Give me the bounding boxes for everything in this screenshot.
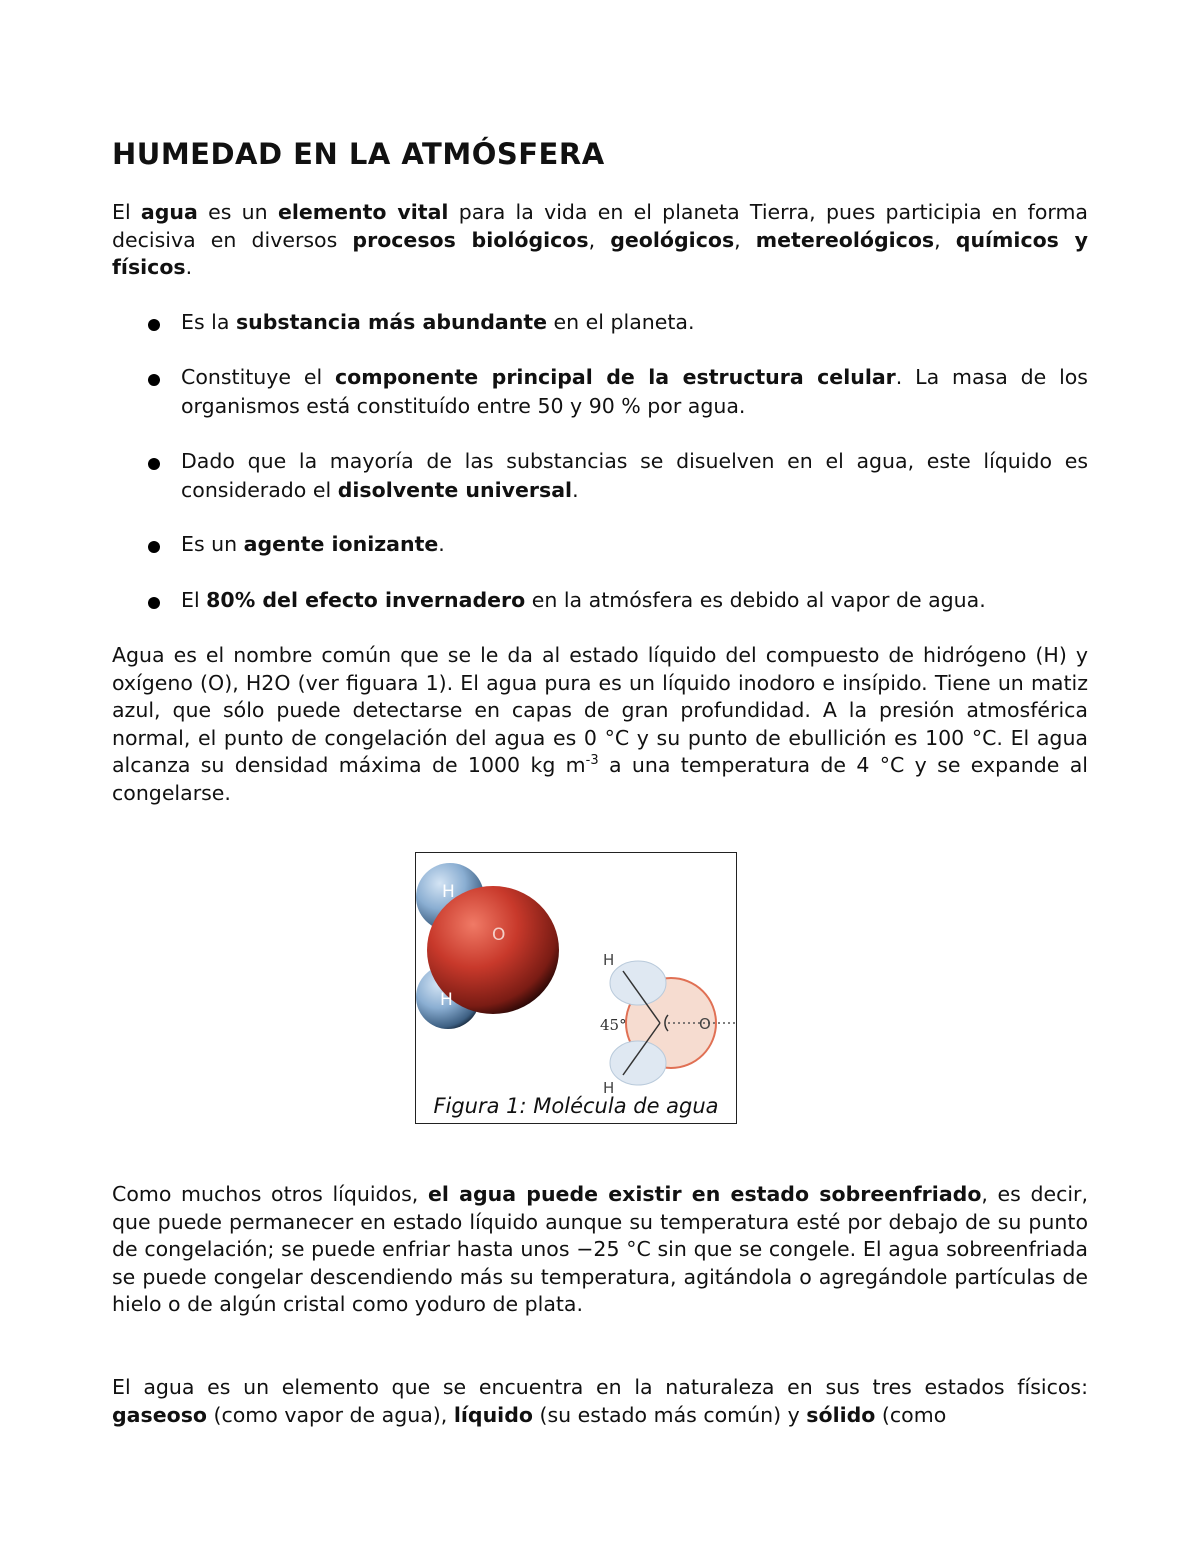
bold-text: geológicos <box>610 227 735 252</box>
bullet-icon <box>148 458 160 470</box>
bold-text: disolvente universal <box>337 477 573 502</box>
label-angle: 45° <box>600 1016 627 1034</box>
text: , es decir, que puede permanecer en estado líquido aunque su temperatura esté por debajo de su punto de congelación; se puede enfriar hasta unos −25 °C sin que se congele. El agua sobreenfriada se puede congelar descendiendo más su temperatura, agitándola o agregándole partículas de hielo o de algún cristal como yoduro de plata. <box>112 1182 1088 1316</box>
label-h-bottom: H <box>440 990 453 1010</box>
text: en la atmósfera es debido al vapor de agua. <box>525 588 986 612</box>
bold-text: sólido <box>806 1402 876 1427</box>
bold-text: gaseoso <box>112 1402 207 1427</box>
text: El agua es un elemento que se encuentra en la naturaleza en sus tres estados físicos: <box>112 1375 1088 1399</box>
bold-text: 80% del efecto invernadero <box>206 588 526 612</box>
bold-text: componente principal de la estructura celular <box>335 365 896 389</box>
bold-text: químicos y físicos <box>112 227 1088 279</box>
bullet-icon <box>148 541 160 553</box>
text: , <box>734 227 756 252</box>
label-o: O <box>492 925 506 945</box>
superscript: -3 <box>585 753 599 769</box>
text: . <box>185 255 193 279</box>
text: (como <box>875 1402 947 1427</box>
text: , <box>588 227 611 252</box>
label-o-right: O <box>699 1015 711 1033</box>
text: (su estado más común) y <box>532 1402 807 1427</box>
text: . La masa de los organismos está constituído entre 50 y 90 % por agua. <box>181 365 1088 418</box>
intro-paragraph <box>112 199 1088 282</box>
text: a una temperatura de 4 °C y se expande al congelarse. <box>112 753 1088 805</box>
states-paragraph <box>112 1374 1088 1429</box>
text: en el planeta. <box>547 310 695 334</box>
text: , <box>934 227 956 252</box>
text: Es un <box>181 532 244 556</box>
supercooled-paragraph <box>112 1181 1088 1319</box>
text: Es la <box>181 310 236 334</box>
figure-water-molecule <box>415 852 737 1124</box>
hydrogen-orbital-top <box>610 961 666 1005</box>
bullet-icon <box>148 319 160 331</box>
list-item-text <box>181 447 1088 504</box>
figure-caption: Figura 1: Molécula de agua <box>433 1094 719 1118</box>
water-molecule-illustration <box>416 853 736 1093</box>
hydrogen-orbital-bottom <box>610 1041 666 1085</box>
label-h-right-top: H <box>603 951 615 969</box>
text: (como vapor de agua), <box>206 1402 454 1427</box>
bold-text: agua <box>140 200 198 224</box>
page-title: HUMEDAD EN LA ATMÓSFERA <box>112 137 605 171</box>
list-item-text <box>181 586 1088 615</box>
text: El <box>112 200 141 224</box>
text: El <box>181 588 207 612</box>
bold-text: metereológicos <box>755 227 935 252</box>
bold-text: procesos biológicos <box>352 227 589 252</box>
bold-text: líquido <box>453 1402 533 1427</box>
text: Dado que la mayoría de las substancias se disuelven en el agua, este líquido es considerado el <box>181 449 1088 502</box>
bullet-icon <box>148 374 160 386</box>
bold-text: el agua puede existir en estado sobreenfriado <box>427 1182 982 1206</box>
label-h-top: H <box>442 882 455 902</box>
text: es un <box>197 200 278 224</box>
list-item-text <box>181 308 1088 337</box>
list-item-text <box>181 530 1088 559</box>
text: . <box>572 477 579 502</box>
list-item-text <box>181 363 1088 420</box>
text: Agua es el nombre común que se le da al estado líquido del compuesto de hidrógeno (H) y oxígeno (O), H2O (ver figuara 1). El agua pura es un líquido inodoro e insípido. Tiene un matiz azul, que sólo puede detectarse en capas de gran profundidad. A la presión atmosférica normal, el punto de congelación del agua es 0 °C y su punto de ebullición es 100 °C. El agua alcanza su densidad máxima de 1000 kg m <box>112 643 1088 777</box>
text: Como muchos otros líquidos, <box>112 1182 428 1206</box>
text: . <box>438 532 445 556</box>
label-h-right-bottom: H <box>603 1079 615 1093</box>
bold-text: elemento vital <box>277 200 449 224</box>
bold-text: agente ionizante <box>243 532 439 556</box>
bold-text: substancia más abundante <box>235 310 548 334</box>
water-description-paragraph <box>112 642 1088 807</box>
text: Constituye el <box>181 365 336 389</box>
bullet-icon <box>148 597 160 609</box>
text: para la vida en el planeta Tierra, pues participia en forma decisiva en diversos <box>112 200 1088 252</box>
